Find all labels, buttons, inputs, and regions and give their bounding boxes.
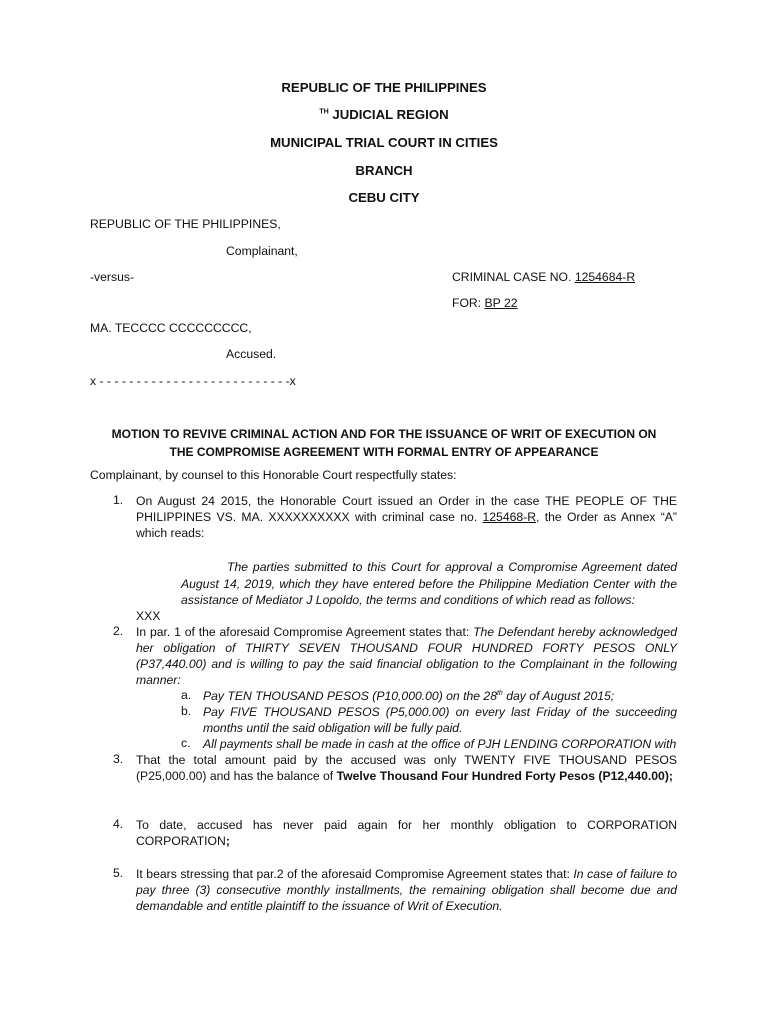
region-superscript: TH: [319, 108, 329, 116]
item4-text-a: To date, accused has never paid again for her monthly obligation to CORPORATION CORPORATION: [136, 818, 677, 848]
region-label: JUDICIAL REGION: [328, 107, 449, 122]
item4-text-b: ;: [225, 834, 230, 848]
sub-a-text-1: Pay TEN THOUSAND PESOS (P10,000.00) on the 28: [203, 689, 497, 703]
caption-separator: x - - - - - - - - - - - - - - - - - - - - - - - - - -x: [90, 374, 296, 388]
order-quote: The parties submitted to this Court for approval a Compromise Agreement dated August 14, 2019, which they have entered before the Philippine Mediation Center with the assistance of Mediator J Lopoldo, the terms and conditions of which read as follows:: [181, 560, 677, 607]
accused-role: Accused.: [226, 347, 277, 361]
sub-item-c-label: c.: [181, 736, 191, 750]
item-paragraph-4: [136, 817, 677, 849]
for-label: FOR:: [452, 296, 482, 310]
item3-text-b: Twelve Thousand Four Hundred Forty Pesos (P12,440.00);: [336, 769, 673, 783]
item-number-3: 3.: [113, 752, 124, 766]
sub-a-text-2: day of August 2015;: [502, 689, 615, 703]
item-number-4: 4.: [113, 817, 124, 831]
sub-item-c: All payments shall be made in cash at the office of PJH LENDING CORPORATION with: [203, 737, 677, 751]
item2-text-b: The Defendant hereby acknowledged her obligation of THIRTY SEVEN THOUSAND FOUR HUNDRED FORTY PESOS ONLY (P37,440.00) and is willing to pay the said financial obligation to the Complainant in the following manner:: [136, 625, 677, 687]
sub-item-b-label: b.: [181, 704, 192, 718]
item-paragraph-3: [136, 752, 677, 784]
plaintiff-name: REPUBLIC OF THE PHILIPPINES,: [90, 217, 281, 231]
item1-text-b: , the Order as Annex “A” which reads:: [136, 510, 677, 540]
item2-text-a: In par. 1 of the aforesaid Compromise Agreement states that:: [136, 625, 474, 639]
header-city: CEBU CITY: [348, 190, 420, 205]
header-republic: REPUBLIC OF THE PHILIPPINES: [281, 80, 487, 95]
offense-value: BP 22: [484, 296, 518, 310]
item5-text-b: In case of failure to pay three (3) consecutive monthly installments, the remaining obligation shall become due and demandable and entitle plaintiff to the issuance of Writ of Execution.: [136, 867, 677, 913]
item-paragraph-1: [136, 493, 677, 541]
sub-a-superscript: th: [496, 689, 503, 697]
sub-item-b: Pay FIVE THOUSAND PESOS (P5,000.00) on every last Friday of the succeeding months until the said obligation will be fully paid.: [203, 705, 677, 735]
accused-name: MA. TECCCC CCCCCCCCC,: [90, 321, 252, 335]
item-paragraph-5: [136, 866, 677, 914]
item-paragraph-2: [136, 624, 677, 688]
sub-item-a-label: a.: [181, 688, 192, 702]
versus-label: -versus-: [90, 270, 135, 284]
item1-case-number: 125468-R: [482, 510, 537, 524]
case-label: CRIMINAL CASE NO.: [452, 270, 572, 284]
plaintiff-role: Complainant,: [226, 244, 298, 258]
motion-title-line1: MOTION TO REVIVE CRIMINAL ACTION AND FOR THE ISSUANCE OF WRIT OF EXECUTION ON: [111, 427, 657, 441]
header-judicial-region: [0, 107, 768, 122]
header-branch: BRANCH: [355, 163, 413, 178]
motion-title: [84, 425, 684, 461]
item3-text-a: That the total amount paid by the accused was only TWENTY FIVE THOUSAND PESOS (P25,000.00) and has the balance of: [136, 753, 677, 783]
item5-text-a: It bears stressing that par.2 of the aforesaid Compromise Agreement states that:: [136, 867, 574, 881]
sub-item-a: [203, 688, 677, 704]
intro-paragraph: Complainant, by counsel to this Honorable Court respectfully states:: [90, 468, 457, 482]
case-number-value: 1254684-R: [574, 270, 636, 284]
item-number-5: 5.: [113, 866, 124, 880]
offense: [452, 296, 518, 310]
header-court: MUNICIPAL TRIAL COURT IN CITIES: [270, 135, 498, 150]
item-number-1: 1.: [113, 493, 124, 507]
motion-title-line2: THE COMPROMISE AGREEMENT WITH FORMAL ENTRY OF APPEARANCE: [169, 445, 599, 459]
ellipsis-xxx: XXX: [136, 609, 161, 623]
item-number-2: 2.: [113, 624, 124, 638]
case-number: [452, 270, 635, 284]
item1-text-a: On August 24 2015, the Honorable Court issued an Order in the case THE PEOPLE OF THE PHILIPPINES VS. MA. XXXXXXXXXX with criminal case no.: [136, 494, 677, 524]
